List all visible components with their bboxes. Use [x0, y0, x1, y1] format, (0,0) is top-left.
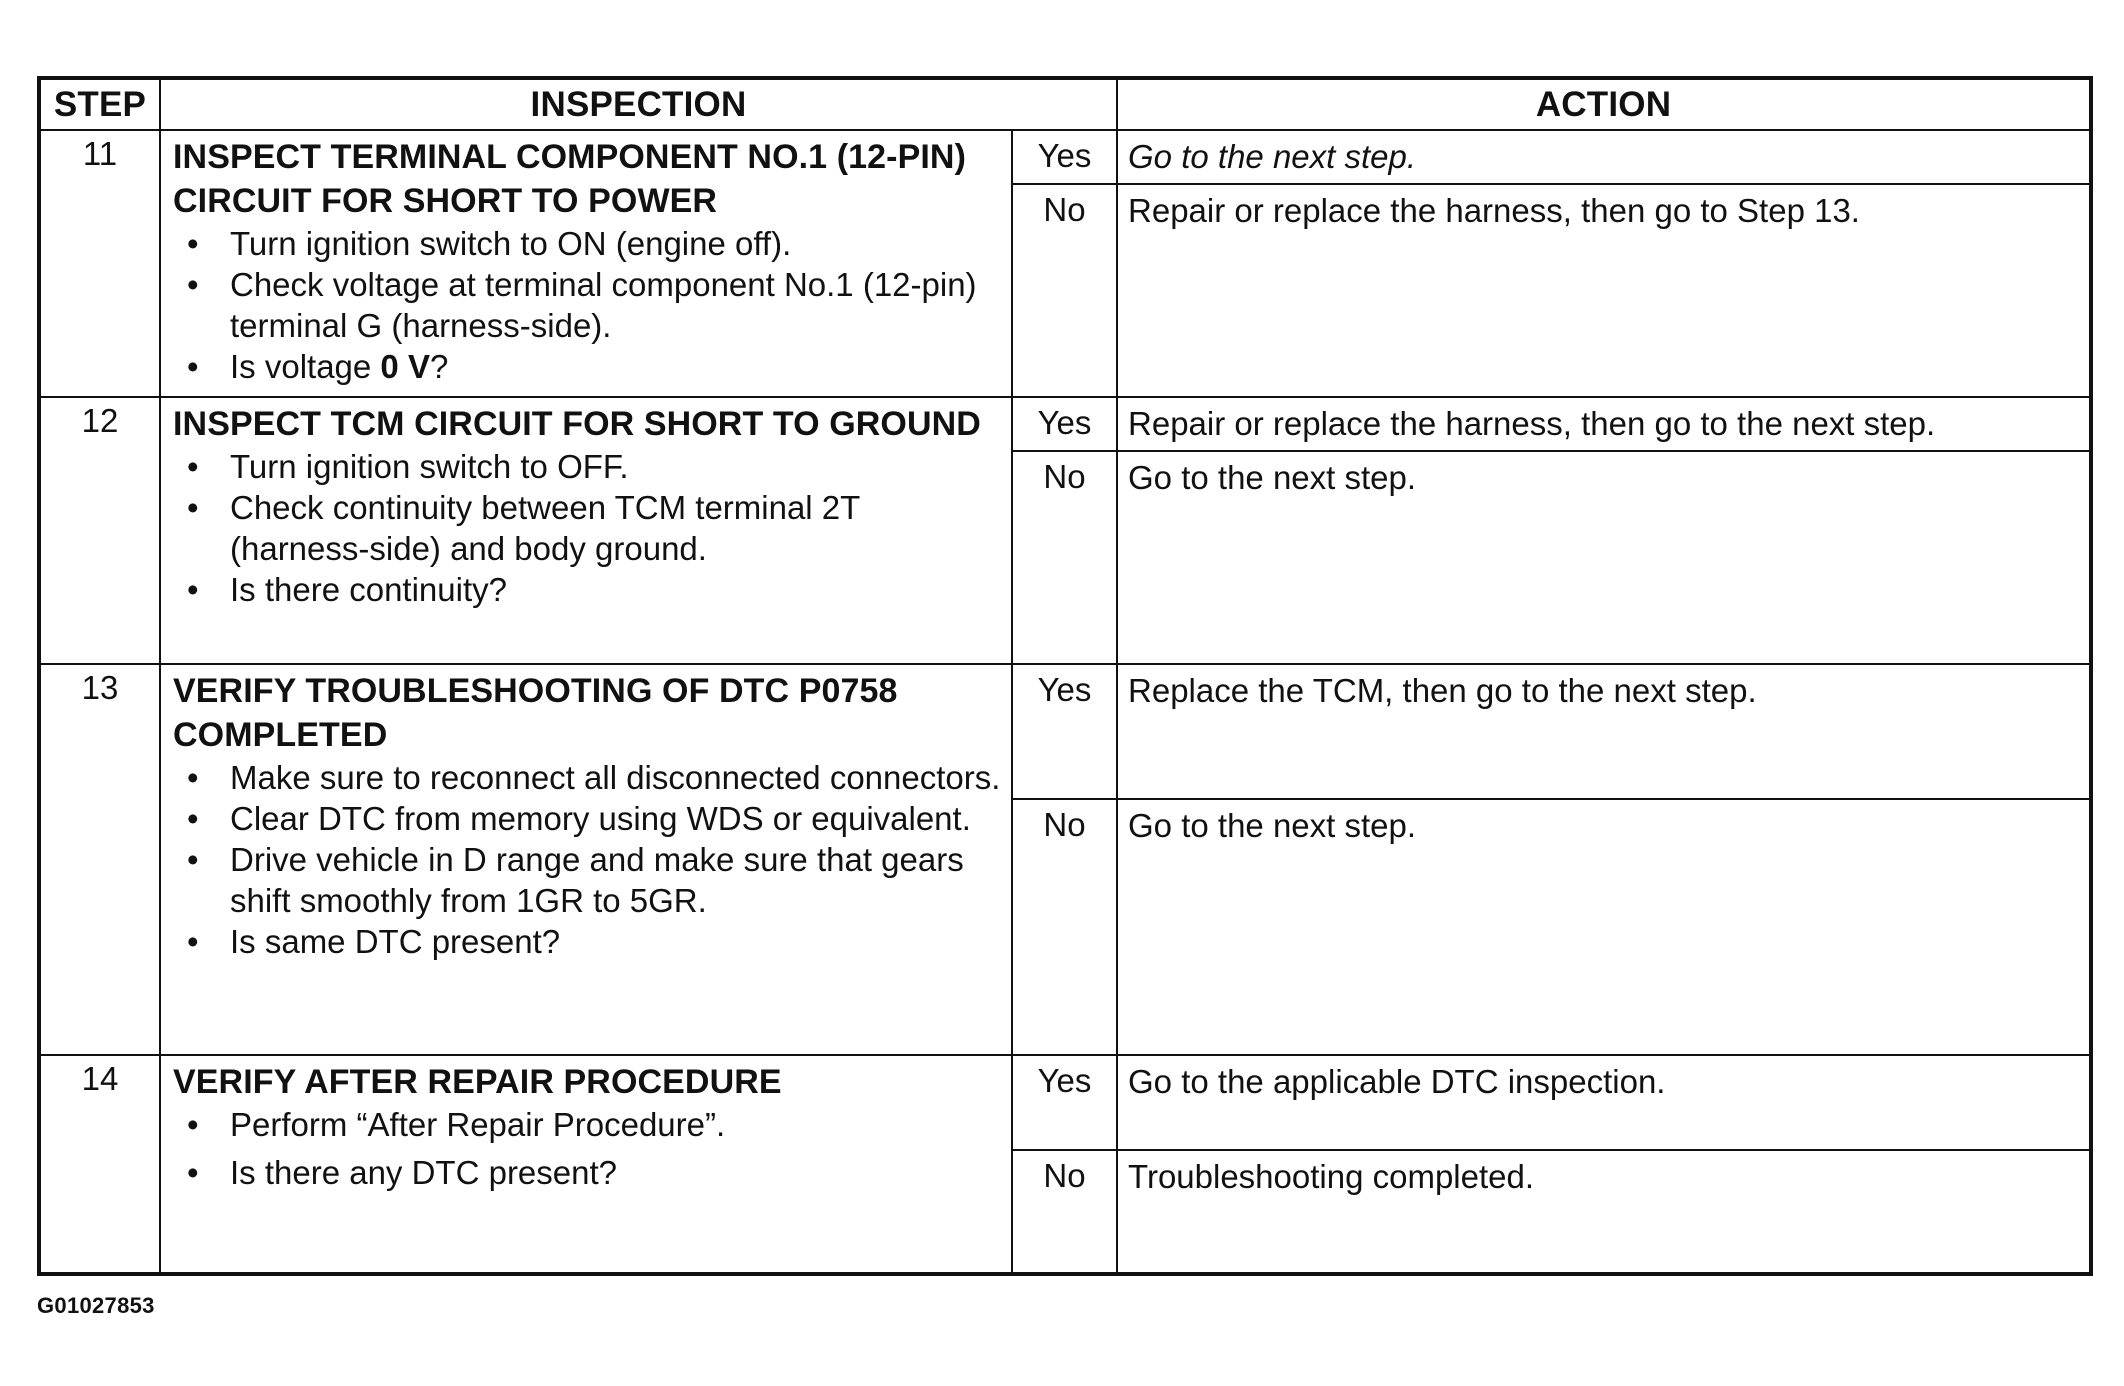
yes-label: Yes — [1012, 130, 1117, 184]
header-action: ACTION — [1117, 78, 2091, 130]
step-row-13-yes — [39, 664, 2091, 799]
no-label: No — [1012, 184, 1117, 397]
yes-label: Yes — [1012, 1055, 1117, 1150]
inspection-title: INSPECT TERMINAL COMPONENT NO.1 (12-PIN) CIRCUIT FOR SHORT TO POWER — [173, 138, 966, 220]
step-number: 14 — [39, 1055, 160, 1274]
figure-id: G01027853 — [37, 1293, 155, 1318]
bullet-icon: • — [187, 448, 199, 485]
yes-action: Replace the TCM, then go to the next step. — [1117, 664, 2091, 799]
inspection-bullet: • Check continuity between TCM terminal 2T (harness-side) and body ground. — [187, 489, 860, 567]
table-header-row — [39, 78, 2091, 130]
no-action: Go to the next step. — [1117, 799, 2091, 1055]
bullet-icon: • — [187, 800, 199, 837]
no-label: No — [1012, 799, 1117, 1055]
yes-label: Yes — [1012, 397, 1117, 451]
inspection-bullet: • Is there any DTC present? — [187, 1154, 618, 1191]
inspection-bullet: • Check voltage at terminal component No.1 (12-pin) terminal G (harness-side). — [187, 266, 977, 344]
voltage-value: 0 V — [380, 348, 430, 385]
no-action: Troubleshooting completed. — [1117, 1150, 2091, 1274]
yes-action: Go to the next step. — [1117, 130, 2091, 184]
step-row-11-yes — [39, 130, 2091, 184]
no-action: Go to the next step. — [1117, 451, 2091, 664]
step-row-12-yes — [39, 397, 2091, 451]
bullet-icon: • — [187, 489, 199, 526]
step-number: 11 — [39, 130, 160, 397]
inspection-bullet: • Drive vehicle in D range and make sure that gears shift smoothly from 1GR to 5GR. — [187, 841, 964, 919]
inspection-bullets — [173, 446, 1001, 610]
inspection-bullet: • Perform “After Repair Procedure”. — [187, 1106, 726, 1143]
bullet-icon: • — [187, 1106, 199, 1143]
inspection-bullet: • Is there continuity? — [187, 571, 507, 608]
bullet-icon: • — [187, 1154, 199, 1191]
no-action: Repair or replace the harness, then go to Step 13. — [1117, 184, 2091, 397]
no-label: No — [1012, 451, 1117, 664]
inspection-cell — [160, 664, 1012, 1055]
no-label: No — [1012, 1150, 1117, 1274]
inspection-title: INSPECT TCM CIRCUIT FOR SHORT TO GROUND — [173, 405, 981, 443]
header-inspection: INSPECTION — [160, 78, 1117, 130]
inspection-bullet: • Turn ignition switch to ON (engine off). — [187, 225, 792, 262]
header-step: STEP — [39, 78, 160, 130]
diagnostic-procedure-table — [37, 76, 2093, 1276]
yes-action: Repair or replace the harness, then go to the next step. — [1117, 397, 2091, 451]
bullet-icon: • — [187, 571, 199, 608]
step-number: 12 — [39, 397, 160, 664]
bullet-icon: • — [187, 759, 199, 796]
inspection-cell — [160, 1055, 1012, 1274]
inspection-bullet: • Make sure to reconnect all disconnected connectors. — [187, 759, 1001, 796]
inspection-cell — [160, 130, 1012, 397]
step-row-14-yes — [39, 1055, 2091, 1150]
bullet-icon: • — [187, 841, 199, 878]
inspection-title: VERIFY TROUBLESHOOTING OF DTC P0758 COMPLETED — [173, 672, 898, 754]
yes-label: Yes — [1012, 664, 1117, 799]
inspection-bullets — [173, 757, 1001, 962]
inspection-bullets — [173, 223, 1001, 387]
inspection-bullet: • Turn ignition switch to OFF. — [187, 448, 629, 485]
bullet-icon: • — [187, 225, 199, 262]
inspection-cell — [160, 397, 1012, 664]
bullet-icon: • — [187, 266, 199, 303]
yes-action: Go to the applicable DTC inspection. — [1117, 1055, 2091, 1150]
bullet-icon: • — [187, 348, 199, 385]
inspection-bullet: • Is same DTC present? — [187, 923, 561, 960]
inspection-bullet: • Clear DTC from memory using WDS or equivalent. — [187, 800, 971, 837]
inspection-bullet: • Is voltage 0 V? — [187, 348, 449, 385]
bullet-icon: • — [187, 923, 199, 960]
inspection-bullets — [173, 1104, 1001, 1193]
step-number: 13 — [39, 664, 160, 1055]
inspection-title: VERIFY AFTER REPAIR PROCEDURE — [173, 1063, 782, 1101]
